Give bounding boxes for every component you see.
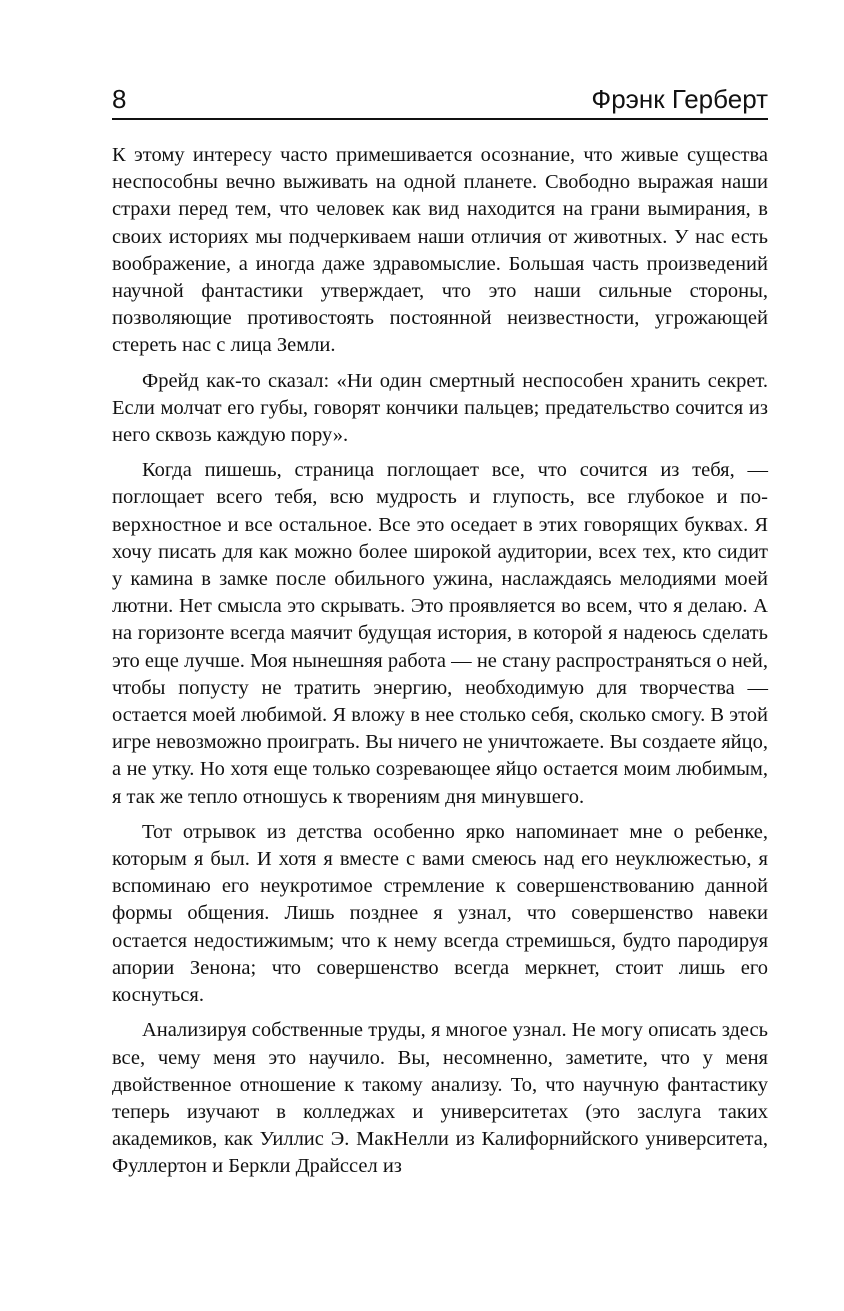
- paragraph: Фрейд как-то сказал: «Ни один смертный неспособен хранить секрет. Если молчат его губы, говорят кончики пальцев; предательство сочится из него сквозь каждую пору».: [112, 369, 768, 447]
- paragraph: К этому интересу часто примешивается осознание, что живые существа неспособны вечно выживать на одной планете. Свободно выражая наши страхи перед тем, что человек как вид находится на грани вымирания, в своих историях мы подчеркиваем наши отличия от животных. У нас есть воображение, а иногда даже здравомыслие. Большая часть произведений научной фантастики утверждает, что это наши сильные стороны, позволяющие противостоять постоянной неизвестности, угрожающей стереть нас с лица Земли.: [112, 144, 768, 357]
- running-head: [112, 82, 768, 120]
- paragraph: Когда пишешь, страница поглощает все, что сочится из тебя, — поглощает всего тебя, всю мудрость и глупость, все глубокое и поверхностное и все остальное. Все это оседает в этих говорящих буквах. Я хочу писать для как можно более широкой аудитории, всех тех, кто сидит у камина в замке после обильного ужина, наслаждаясь мелодиями моей лютни. Нет смысла это скрывать. Это проявляется во всем, что я делаю. А на горизонте всегда маячит будущая история, в которой я надеюсь сделать это еще лучше. Моя нынешняя работа — не стану распространяться о ней, чтобы попусту не тратить энергию, необходимую для творчества — остается моей любимой. Я вложу в нее столько себя, сколько смогу. В этой игре невозможно проиграть. Вы ничего не уничтожаете. Вы создаете яйцо, а не утку. Но хотя еще только созревающее яйцо остается моим любимым, я так же тепло отношусь к творениям дня минувшего.: [112, 459, 768, 808]
- paragraph: Анализируя собственные труды, я многое узнал. Не могу описать здесь все, чему меня это научило. Вы, несомненно, заметите, что у меня двойственное отношение к такому анализу. То, что научную фантастику теперь изучают в колледжах и университетах (это заслуга таких академиков, как Уиллис Э. МакНелли из Калифорнийского университета, Фуллертон и Беркли Драйссел из: [112, 1019, 768, 1178]
- paragraph: Тот отрывок из детства особенно ярко напоминает мне о ребенке, которым я был. И хотя я вместе с вами смеюсь над его неуклюжестью, я вспоминаю его неукротимое стремление к совершенствованию данной формы общения. Лишь позднее я узнал, что совершенство навеки остается недостижимым; что к нему всегда стремишься, будто пародируя апории Зенона; что совершенство всегда меркнет, стоит лишь его коснуться.: [112, 820, 768, 1007]
- running-title: Фрэнк Герберт: [591, 84, 768, 114]
- body-text: [112, 142, 768, 1181]
- page-number: 8: [112, 84, 127, 114]
